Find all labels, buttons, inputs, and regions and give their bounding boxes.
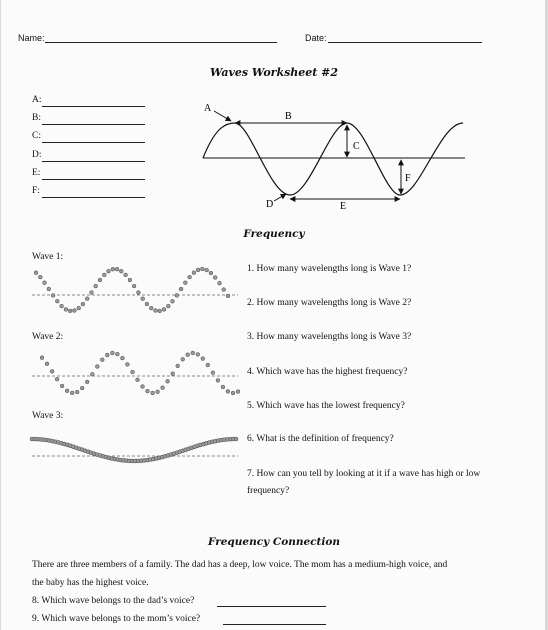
wave-1-dot xyxy=(154,309,158,313)
answer-field-f[interactable] xyxy=(42,197,145,198)
diagram-letter-d: D xyxy=(266,199,274,210)
wave-1-dot xyxy=(107,269,111,273)
wave-1-dot xyxy=(128,278,132,282)
wave-1-dot xyxy=(175,294,179,298)
wave-1-dot xyxy=(64,308,68,312)
wave-1-dot xyxy=(166,304,170,308)
question-5: 5. Which wave has the lowest frequency? xyxy=(247,401,405,411)
wave-1-dot xyxy=(226,294,230,298)
wave-1-dot xyxy=(43,281,47,285)
wave-2-dot xyxy=(55,377,59,381)
wave-1-dot xyxy=(137,291,141,295)
wave-2-dot xyxy=(65,389,69,393)
wave-1-dot xyxy=(213,276,217,280)
diagram-letter-b: B xyxy=(285,111,292,122)
wave-2-dot xyxy=(196,353,200,357)
answer-label-f: F: xyxy=(32,186,40,196)
wave-2-dot xyxy=(126,363,130,367)
wave-1-dot xyxy=(34,271,38,275)
wave-1-dot xyxy=(171,299,175,303)
wave-anatomy-diagram xyxy=(195,95,475,215)
diagram-letter-a: A xyxy=(204,103,212,114)
wave-2-dot xyxy=(111,351,115,355)
wave-2-dot xyxy=(151,391,155,395)
wave-1-dot xyxy=(158,309,162,313)
question-7: 7. How can you tell by looking at it if a wave has high or low xyxy=(247,469,481,479)
wave-1-dot xyxy=(94,284,98,288)
wave-2-dot xyxy=(50,370,54,374)
answer-label-d: D: xyxy=(32,150,42,160)
wave-1-dot xyxy=(179,287,183,291)
answer-field-d[interactable] xyxy=(42,161,145,162)
answer-label-a: A: xyxy=(32,95,42,105)
answer-field-b[interactable] xyxy=(42,124,145,125)
answer-field-c[interactable] xyxy=(42,142,145,143)
wave-2-dot xyxy=(75,390,79,394)
name-label: Name: xyxy=(18,33,45,43)
date-field[interactable] xyxy=(328,42,482,43)
wave-1-dot xyxy=(47,287,51,291)
wave-1-dot xyxy=(218,281,222,285)
wave-3-dot xyxy=(234,437,238,441)
date-label: Date: xyxy=(305,33,327,43)
wave-2-dots xyxy=(40,351,240,395)
wave-1-dot xyxy=(201,267,205,271)
wave-2-dot xyxy=(201,357,205,361)
wave-3-graphic xyxy=(28,428,240,478)
answer-field-8[interactable] xyxy=(217,606,326,607)
wave-2-graphic xyxy=(28,343,240,407)
wave-1-dot xyxy=(124,273,128,277)
wave-3-label: Wave 3: xyxy=(32,411,64,421)
wave-2-dot xyxy=(211,371,215,375)
frequency-heading: Frequency xyxy=(243,228,305,240)
wave-1-dot xyxy=(183,281,187,285)
connection-paragraph-line-1: There are three members of a family. The dad has a deep, low voice. The mom has a medium-high voice, and xyxy=(32,560,448,570)
name-field[interactable] xyxy=(45,42,277,43)
answer-field-9[interactable] xyxy=(223,624,326,625)
wave-2-dot xyxy=(131,370,135,374)
wave-2-dot xyxy=(136,378,140,382)
wave-2-dot xyxy=(191,351,195,355)
wave-2-dot xyxy=(146,389,150,393)
worksheet-title: Waves Worksheet #2 xyxy=(209,66,339,79)
wave-2-dot xyxy=(90,372,94,376)
wave-2-dot xyxy=(40,356,44,360)
wave-1-dot xyxy=(81,302,85,306)
wave-1-dot xyxy=(90,291,94,295)
wave-1-dot xyxy=(111,267,115,271)
wave-2-dot xyxy=(236,390,240,394)
wave-1-dot xyxy=(55,299,59,303)
wave-1-dot xyxy=(77,306,81,310)
wave-curve xyxy=(203,123,463,195)
answer-field-e[interactable] xyxy=(42,179,145,180)
trough-pointer-d xyxy=(274,194,286,201)
wave-1-dot xyxy=(196,268,200,272)
wave-2-dot xyxy=(156,390,160,394)
wave-2-label: Wave 2: xyxy=(32,332,64,342)
question-1: 1. How many wavelengths long is Wave 1? xyxy=(247,264,412,274)
frequency-connection-heading: Frequency Connection xyxy=(207,536,341,548)
wave-2-dot xyxy=(231,391,235,395)
wave-1-dots xyxy=(34,267,230,313)
question-3: 3. How many wavelengths long is Wave 3? xyxy=(247,332,412,342)
wave-2-dot xyxy=(105,353,109,357)
wave-1-dot xyxy=(102,273,106,277)
diagram-letter-e: E xyxy=(340,201,347,212)
answer-label-e: E: xyxy=(32,168,41,178)
wave-2-dot xyxy=(171,372,175,376)
wave-1-dot xyxy=(98,278,102,282)
wave-1-label: Wave 1: xyxy=(32,252,64,262)
wave-2-dot xyxy=(186,353,190,357)
wave-1-dot xyxy=(205,268,209,272)
diagram-letter-c: C xyxy=(353,141,360,152)
wave-2-dot xyxy=(85,380,89,384)
wave-2-dot xyxy=(141,385,145,389)
wave-1-graphic xyxy=(28,262,240,326)
wave-1-dot xyxy=(38,275,42,279)
wave-1-dot xyxy=(141,297,145,301)
wave-1-dot xyxy=(73,309,77,313)
wave-1-dot xyxy=(188,275,192,279)
wave-3-dots xyxy=(30,437,238,463)
wave-2-dot xyxy=(45,362,49,366)
answer-label-c: C: xyxy=(32,131,41,141)
wave-1-dot xyxy=(149,306,153,310)
wave-1-dot xyxy=(162,308,166,312)
wave-1-dot xyxy=(192,271,196,275)
wave-2-dot xyxy=(121,356,125,360)
answer-label-b: B: xyxy=(32,113,41,123)
question-8: 8. Which wave belongs to the dad’s voice? xyxy=(32,596,195,606)
crest-pointer-a xyxy=(214,111,231,121)
wave-1-dot xyxy=(115,267,119,271)
wave-1-dot xyxy=(132,284,136,288)
wave-2-dot xyxy=(226,390,230,394)
wave-2-dot xyxy=(206,363,210,367)
wave-2-dot xyxy=(80,386,84,390)
question-6: 6. What is the definition of frequency? xyxy=(247,434,394,444)
question-4: 4. Which wave has the highest frequency? xyxy=(247,367,408,377)
wave-1-dot xyxy=(119,269,123,273)
wave-1-dot xyxy=(60,304,64,308)
wave-2-dot xyxy=(95,365,99,369)
wave-2-dot xyxy=(70,391,74,395)
wave-2-dot xyxy=(100,358,104,362)
diagram-letter-f: F xyxy=(405,173,411,184)
question-9: 9. Which wave belongs to the mom’s voice? xyxy=(32,614,201,624)
connection-paragraph-line-2: the baby has the highest voice. xyxy=(32,578,149,588)
wave-2-dot xyxy=(221,385,225,389)
wave-1-dot xyxy=(68,309,72,313)
wave-2-dot xyxy=(181,357,185,361)
answer-field-a[interactable] xyxy=(42,106,145,107)
wave-1-dot xyxy=(145,302,149,306)
wave-2-dot xyxy=(216,379,220,383)
wave-2-dot xyxy=(166,379,170,383)
wave-1-dot xyxy=(85,297,89,301)
question-2: 2. How many wavelengths long is Wave 2? xyxy=(247,298,412,308)
wave-2-dot xyxy=(176,364,180,368)
wave-2-dot xyxy=(60,384,64,388)
wave-1-dot xyxy=(51,294,55,298)
wave-2-dot xyxy=(116,352,120,356)
wave-1-dot xyxy=(209,271,213,275)
wave-1-dot xyxy=(222,288,226,292)
question-7-continued: frequency? xyxy=(247,486,290,496)
wave-2-dot xyxy=(161,386,165,390)
